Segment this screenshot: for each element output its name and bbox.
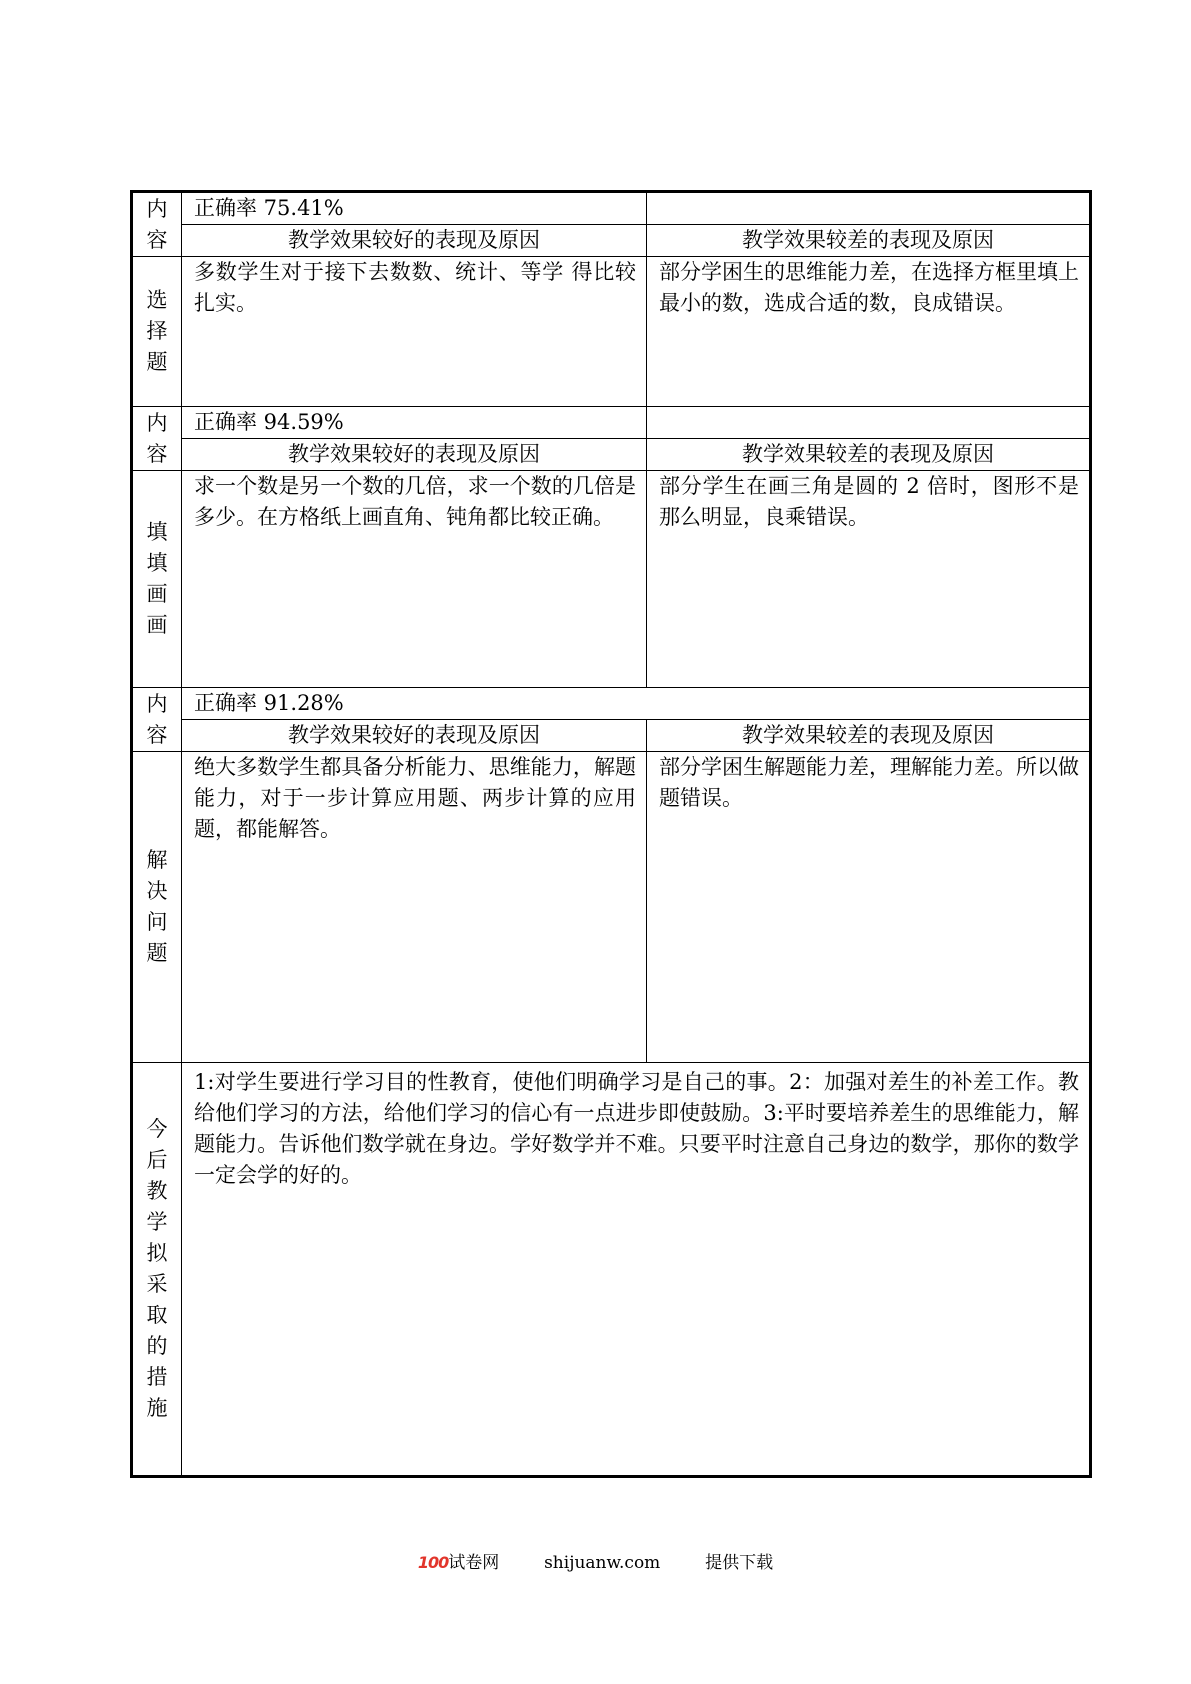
exam-analysis-table [130,190,1092,1478]
content-label: 内容 [132,192,182,257]
poor-effect-header: 教学效果较差的表现及原因 [647,720,1091,752]
section-label-problem-solving: 解决问题 [132,752,182,1063]
section-3-header-row [132,720,1091,752]
page-footer [0,1548,1191,1573]
section-3-rate-row [132,688,1091,720]
accuracy-rate: 正确率 75.41% [182,192,647,225]
section-3-body-row [132,752,1091,1063]
section-1-rate-row [132,192,1091,225]
poor-effect-header: 教学效果较差的表现及原因 [647,225,1091,257]
empty-cell [647,192,1091,225]
good-effect-header: 教学效果较好的表现及原因 [182,225,647,257]
site-logo-number: 100 [417,1553,449,1572]
poor-effect-text: 部分学困生解题能力差，理解能力差。所以做题错误。 [647,752,1091,1063]
measures-row [132,1063,1091,1477]
empty-cell [647,407,1091,439]
section-1-body-row [132,257,1091,407]
good-effect-header: 教学效果较好的表现及原因 [182,439,647,471]
section-label-choice: 选择题 [132,257,182,407]
poor-effect-header: 教学效果较差的表现及原因 [647,439,1091,471]
footer-tagline: 提供下载 [705,1553,774,1573]
content-label: 内容 [132,407,182,471]
section-2-body-row [132,471,1091,688]
good-effect-text: 绝大多数学生都具备分析能力、思维能力，解题能力，对于一步计算应用题、两步计算的应用题，都能解答。 [182,752,647,1063]
poor-effect-text: 部分学生在画三角是圆的 2 倍时，图形不是那么明显，良乘错误。 [647,471,1091,688]
section-2-rate-row [132,407,1091,439]
accuracy-rate: 正确率 94.59% [182,407,647,439]
good-effect-text: 求一个数是另一个数的几倍，求一个数的几倍是多少。在方格纸上画直角、钝角都比较正确。 [182,471,647,688]
section-label-fill-draw: 填填画画 [132,471,182,688]
good-effect-header: 教学效果较好的表现及原因 [182,720,647,752]
accuracy-rate: 正确率 91.28% [182,688,1091,720]
section-1-header-row [132,225,1091,257]
site-logo-text: 试卷网 [448,1553,500,1573]
section-2-header-row [132,439,1091,471]
content-label: 内容 [132,688,182,752]
measures-text: 1:对学生要进行学习目的性教育，使他们明确学习是自己的事。2：加强对差生的补差工作。教给他们学习的方法，给他们学习的信心有一点进步即使鼓励。3:平时要培养差生的思维能力，解题能力。告诉他们数学就在身边。学好数学并不难。只要平时注意自己身边的数学，那你的数学一定会学的好的。 [182,1063,1091,1477]
section-label-measures: 今后教学拟采取的措施 [132,1063,182,1477]
poor-effect-text: 部分学困生的思维能力差，在选择方框里填上最小的数，选成合适的数，良成错误。 [647,257,1091,407]
good-effect-text: 多数学生对于接下去数数、统计、等学 得比较扎实。 [182,257,647,407]
site-url: shijuanw.com [544,1553,661,1573]
